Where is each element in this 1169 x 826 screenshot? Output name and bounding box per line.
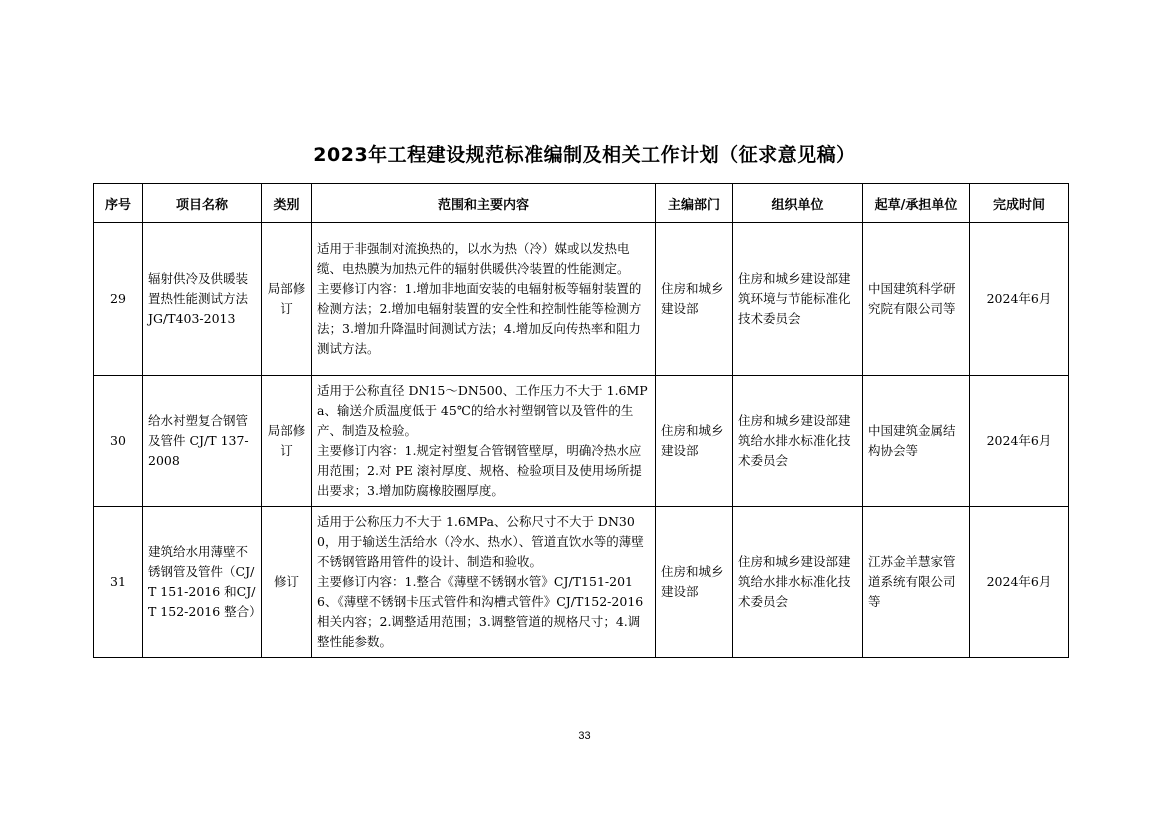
- table-row: [94, 376, 1069, 507]
- header-drafter: 起草/承担单位: [863, 184, 970, 223]
- header-scope: 范围和主要内容: [312, 184, 656, 223]
- row-organizer: 住房和城乡建设部建筑给水排水标准化技术委员会: [733, 376, 863, 507]
- row-drafter: 中国建筑科学研究院有限公司等: [863, 223, 970, 376]
- row-no: 30: [94, 376, 143, 507]
- header-editor: 主编部门: [656, 184, 733, 223]
- row-category: 局部修订: [262, 376, 312, 507]
- row-no: 31: [94, 507, 143, 658]
- header-category: 类别: [262, 184, 312, 223]
- row-no: 29: [94, 223, 143, 376]
- row-editor: 住房和城乡建设部: [656, 376, 733, 507]
- header-name: 项目名称: [143, 184, 262, 223]
- row-scope: [312, 507, 656, 658]
- row-name: 建筑给水用薄壁不锈钢管及管件（CJ/T 151-2016 和CJ/T 152-2016 整合）: [143, 507, 262, 658]
- header-no: 序号: [94, 184, 143, 223]
- document-title: 2023年工程建设规范标准编制及相关工作计划（征求意见稿）: [313, 144, 856, 166]
- page-number: 33: [578, 730, 591, 742]
- scope-text: 适用于公称压力不大于 1.6MPa、公称尺寸不大于 DN300，用于输送生活给水（冷水、热水）、管道直饮水等的薄壁不锈钢管路用管件的设计、制造和验收。: [317, 514, 644, 569]
- row-drafter: 中国建筑金属结构协会等: [863, 376, 970, 507]
- row-organizer: 住房和城乡建设部建筑环境与节能标准化技术委员会: [733, 223, 863, 376]
- scope-text: 适用于非强制对流换热的，以水为热（冷）媒或以发热电缆、电热膜为加热元件的辐射供暖供冷装置的性能测定。: [317, 241, 630, 276]
- row-deadline: 2024年6月: [970, 507, 1069, 658]
- header-organizer: 组织单位: [733, 184, 863, 223]
- row-name: 给水衬塑复合钢管及管件 CJ/T 137-2008: [143, 376, 262, 507]
- table-row: [94, 223, 1069, 376]
- row-drafter: 江苏金羊慧家管道系统有限公司等: [863, 507, 970, 658]
- row-deadline: 2024年6月: [970, 376, 1069, 507]
- row-editor: 住房和城乡建设部: [656, 223, 733, 376]
- row-scope: [312, 223, 656, 376]
- row-organizer: 住房和城乡建设部建筑给水排水标准化技术委员会: [733, 507, 863, 658]
- row-name: 辐射供冷及供暖装置热性能测试方法 JG/T403-2013: [143, 223, 262, 376]
- row-category: 局部修订: [262, 223, 312, 376]
- row-editor: 住房和城乡建设部: [656, 507, 733, 658]
- table-row: [94, 507, 1069, 658]
- revision-text: 主要修订内容：1.增加非地面安装的电辐射板等辐射装置的检测方法；2.增加电辐射装置的安全性和控制性能等检测方法；3.增加升降温时间测试方法；4.增加反向传热率和阻力测试方法。: [317, 281, 642, 356]
- scope-text: 适用于公称直径 DN15～DN500、工作压力不大于 1.6MPa、输送介质温度低于 45℃的给水衬塑钢管以及管件的生产、制造及检验。: [317, 383, 648, 438]
- row-category: 修订: [262, 507, 312, 658]
- revision-text: 主要修订内容：1.整合《薄壁不锈钢水管》CJ/T151-2016、《薄壁不锈钢卡压式管件和沟槽式管件》CJ/T152-2016 相关内容；2.调整适用范围；3.调整管道的规格尺寸；4.调整性能参数。: [317, 574, 644, 649]
- row-scope: [312, 376, 656, 507]
- work-plan-table: [93, 183, 1069, 658]
- revision-text: 主要修订内容：1.规定衬塑复合管钢管壁厚，明确冷热水应用范围；2.对 PE 滚衬厚度、规格、检验项目及使用场所提出要求；3.增加防腐橡胶圈厚度。: [317, 443, 642, 498]
- table-header-row: [94, 184, 1069, 223]
- row-deadline: 2024年6月: [970, 223, 1069, 376]
- header-deadline: 完成时间: [970, 184, 1069, 223]
